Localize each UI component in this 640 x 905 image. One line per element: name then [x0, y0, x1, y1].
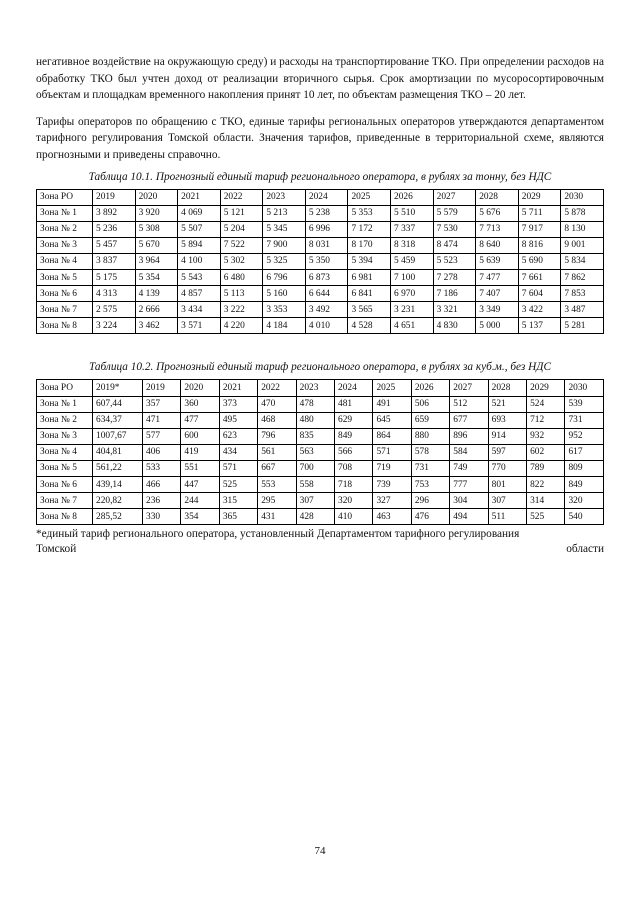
paragraph-expenses: негативное воздействие на окружающую среду) и расходы на транспортирование ТКО. При определении расходов на обработку ТКО был учтен доход от реализации вторичного сырья. Срок амортизации по мусоросортировочным объектам и площадкам временного накопления принят 10 лет, по объектам размещения ТКО – 20 лет.: [36, 56, 604, 102]
value-cell: 3 837: [93, 253, 136, 269]
zone-cell: Зона № 6: [37, 476, 93, 492]
zone-cell: Зона № 4: [37, 253, 93, 269]
value-cell: 7 337: [391, 221, 434, 237]
header-cell: 2019: [143, 380, 181, 396]
header-cell: Зона РО: [37, 380, 93, 396]
value-cell: 5 113: [220, 286, 263, 302]
value-cell: 4 830: [433, 318, 476, 334]
value-cell: 4 220: [220, 318, 263, 334]
value-cell: 477: [181, 412, 219, 428]
value-cell: 634,37: [93, 412, 143, 428]
footnote-word-left: Томской: [36, 543, 77, 556]
value-cell: 5 236: [93, 221, 136, 237]
value-cell: 5 676: [476, 205, 519, 221]
table-row: [37, 428, 604, 444]
table-row: [37, 286, 604, 302]
value-cell: 525: [527, 509, 565, 525]
zone-cell: Зона № 8: [37, 318, 93, 334]
value-cell: 320: [335, 493, 373, 509]
value-cell: 789: [527, 460, 565, 476]
value-cell: 5 345: [263, 221, 306, 237]
value-cell: 5 160: [263, 286, 306, 302]
value-cell: 307: [296, 493, 334, 509]
zone-cell: Зона № 3: [37, 237, 93, 253]
value-cell: 584: [450, 444, 488, 460]
value-cell: 468: [258, 412, 296, 428]
value-cell: 5 137: [518, 318, 561, 334]
value-cell: 5 325: [263, 253, 306, 269]
value-cell: 476: [411, 509, 449, 525]
table-row: [37, 302, 604, 318]
table-row: [37, 318, 604, 334]
value-cell: 3 492: [305, 302, 348, 318]
value-cell: 6 981: [348, 270, 391, 286]
value-cell: 5 507: [178, 221, 221, 237]
value-cell: 434: [219, 444, 257, 460]
value-cell: 2 575: [93, 302, 136, 318]
value-cell: 9 001: [561, 237, 604, 253]
value-cell: 7 853: [561, 286, 604, 302]
value-cell: 896: [450, 428, 488, 444]
value-cell: 5 711: [518, 205, 561, 221]
value-cell: 796: [258, 428, 296, 444]
value-cell: 3 571: [178, 318, 221, 334]
table-row: [37, 493, 604, 509]
value-cell: 5 543: [178, 270, 221, 286]
value-cell: 327: [373, 493, 411, 509]
value-cell: 360: [181, 396, 219, 412]
value-cell: 7 477: [476, 270, 519, 286]
value-cell: 314: [527, 493, 565, 509]
value-cell: 693: [488, 412, 526, 428]
header-cell: 2019: [93, 189, 136, 205]
value-cell: 525: [219, 476, 257, 492]
value-cell: 571: [373, 444, 411, 460]
value-cell: 8 474: [433, 237, 476, 253]
value-cell: 677: [450, 412, 488, 428]
value-cell: 7 522: [220, 237, 263, 253]
value-cell: 5 354: [135, 270, 178, 286]
value-cell: 512: [450, 396, 488, 412]
value-cell: 6 996: [305, 221, 348, 237]
value-cell: 7 862: [561, 270, 604, 286]
value-cell: 330: [143, 509, 181, 525]
value-cell: 849: [335, 428, 373, 444]
value-cell: 777: [450, 476, 488, 492]
value-cell: 932: [527, 428, 565, 444]
value-cell: 770: [488, 460, 526, 476]
table-row: [37, 412, 604, 428]
footnote-word-right: области: [566, 543, 604, 556]
header-cell: 2028: [488, 380, 526, 396]
value-cell: 623: [219, 428, 257, 444]
value-cell: 801: [488, 476, 526, 492]
value-cell: 8 170: [348, 237, 391, 253]
value-cell: 6 796: [263, 270, 306, 286]
table-tariff-per-tonne: [36, 189, 604, 335]
value-cell: 753: [411, 476, 449, 492]
value-cell: 4 184: [263, 318, 306, 334]
header-cell: 2027: [433, 189, 476, 205]
zone-cell: Зона № 5: [37, 460, 93, 476]
value-cell: 5 238: [305, 205, 348, 221]
value-cell: 463: [373, 509, 411, 525]
value-cell: 1007,67: [93, 428, 143, 444]
footnote-line2: [36, 542, 604, 557]
value-cell: 5 690: [518, 253, 561, 269]
header-cell: 2029: [518, 189, 561, 205]
header-cell: 2023: [263, 189, 306, 205]
zone-cell: Зона № 5: [37, 270, 93, 286]
table-header-row: [37, 380, 604, 396]
value-cell: 602: [527, 444, 565, 460]
value-cell: 7 186: [433, 286, 476, 302]
header-cell: 2028: [476, 189, 519, 205]
value-cell: 354: [181, 509, 219, 525]
value-cell: 244: [181, 493, 219, 509]
value-cell: 5 523: [433, 253, 476, 269]
header-cell: 2026: [411, 380, 449, 396]
value-cell: 6 644: [305, 286, 348, 302]
value-cell: 365: [219, 509, 257, 525]
header-cell: 2024: [305, 189, 348, 205]
value-cell: 5 121: [220, 205, 263, 221]
value-cell: 566: [335, 444, 373, 460]
header-cell: Зона РО: [37, 189, 93, 205]
value-cell: 5 000: [476, 318, 519, 334]
table-tariff-per-cubic-meter: [36, 379, 604, 525]
value-cell: 7 661: [518, 270, 561, 286]
value-cell: 466: [143, 476, 181, 492]
header-cell: 2025: [373, 380, 411, 396]
value-cell: 3 434: [178, 302, 221, 318]
value-cell: 3 349: [476, 302, 519, 318]
header-cell: 2022: [258, 380, 296, 396]
value-cell: 4 100: [178, 253, 221, 269]
value-cell: 700: [296, 460, 334, 476]
value-cell: 220,82: [93, 493, 143, 509]
value-cell: 406: [143, 444, 181, 460]
value-cell: 7 172: [348, 221, 391, 237]
zone-cell: Зона № 2: [37, 221, 93, 237]
value-cell: 561: [258, 444, 296, 460]
header-cell: 2022: [220, 189, 263, 205]
value-cell: 5 834: [561, 253, 604, 269]
value-cell: 4 528: [348, 318, 391, 334]
table-row: [37, 476, 604, 492]
value-cell: 495: [219, 412, 257, 428]
table-row: [37, 444, 604, 460]
header-cell: 2021: [219, 380, 257, 396]
value-cell: 524: [527, 396, 565, 412]
value-cell: 4 139: [135, 286, 178, 302]
value-cell: 511: [488, 509, 526, 525]
value-cell: 645: [373, 412, 411, 428]
value-cell: 7 278: [433, 270, 476, 286]
value-cell: 5 670: [135, 237, 178, 253]
value-cell: 5 459: [391, 253, 434, 269]
value-cell: 809: [565, 460, 604, 476]
header-cell: 2026: [391, 189, 434, 205]
value-cell: 5 394: [348, 253, 391, 269]
value-cell: 5 213: [263, 205, 306, 221]
value-cell: 7 100: [391, 270, 434, 286]
value-cell: 494: [450, 509, 488, 525]
value-cell: 5 308: [135, 221, 178, 237]
value-cell: 563: [296, 444, 334, 460]
footnote: [36, 527, 604, 557]
value-cell: 304: [450, 493, 488, 509]
value-cell: 8 130: [561, 221, 604, 237]
value-cell: 410: [335, 509, 373, 525]
header-cell: 2024: [335, 380, 373, 396]
value-cell: 5 350: [305, 253, 348, 269]
value-cell: 5 579: [433, 205, 476, 221]
value-cell: 357: [143, 396, 181, 412]
value-cell: 667: [258, 460, 296, 476]
value-cell: 5 457: [93, 237, 136, 253]
value-cell: 5 204: [220, 221, 263, 237]
value-cell: 607,44: [93, 396, 143, 412]
table-row: [37, 460, 604, 476]
value-cell: 617: [565, 444, 604, 460]
value-cell: 739: [373, 476, 411, 492]
paragraph-tariffs: Тарифы операторов по обращению с ТКО, единые тарифы региональных операторов утверждаются департаментом тарифного регулирования Томской области. Значения тарифов, приведенные в территориальной схеме, являются прогнозными и приведены справочно.: [36, 115, 604, 161]
header-cell: 2023: [296, 380, 334, 396]
value-cell: 3 964: [135, 253, 178, 269]
value-cell: 8 318: [391, 237, 434, 253]
value-cell: 5 353: [348, 205, 391, 221]
value-cell: 708: [335, 460, 373, 476]
value-cell: 8 031: [305, 237, 348, 253]
value-cell: 718: [335, 476, 373, 492]
value-cell: 7 530: [433, 221, 476, 237]
value-cell: 5 639: [476, 253, 519, 269]
value-cell: 7 407: [476, 286, 519, 302]
value-cell: 5 510: [391, 205, 434, 221]
header-cell: 2019*: [93, 380, 143, 396]
value-cell: 8 640: [476, 237, 519, 253]
zone-cell: Зона № 3: [37, 428, 93, 444]
value-cell: 3 565: [348, 302, 391, 318]
value-cell: 539: [565, 396, 604, 412]
page-number: 74: [314, 845, 326, 857]
zone-cell: Зона № 4: [37, 444, 93, 460]
zone-cell: Зона № 2: [37, 412, 93, 428]
value-cell: 3 231: [391, 302, 434, 318]
value-cell: 600: [181, 428, 219, 444]
value-cell: 8 816: [518, 237, 561, 253]
value-cell: 553: [258, 476, 296, 492]
value-cell: 597: [488, 444, 526, 460]
value-cell: 6 480: [220, 270, 263, 286]
table-row: [37, 237, 604, 253]
value-cell: 849: [565, 476, 604, 492]
value-cell: 236: [143, 493, 181, 509]
value-cell: 428: [296, 509, 334, 525]
value-cell: 481: [335, 396, 373, 412]
value-cell: 4 857: [178, 286, 221, 302]
value-cell: 3 224: [93, 318, 136, 334]
table-row: [37, 509, 604, 525]
value-cell: 558: [296, 476, 334, 492]
table-row: [37, 221, 604, 237]
value-cell: 4 313: [93, 286, 136, 302]
header-cell: 2027: [450, 380, 488, 396]
value-cell: 3 892: [93, 205, 136, 221]
value-cell: 2 666: [135, 302, 178, 318]
value-cell: 5 281: [561, 318, 604, 334]
table2-caption: Таблица 10.2. Прогнозный единый тариф регионального оператора, в рублях за куб.м., без НДС: [88, 361, 552, 374]
value-cell: 471: [143, 412, 181, 428]
value-cell: 295: [258, 493, 296, 509]
zone-cell: Зона № 7: [37, 302, 93, 318]
value-cell: 315: [219, 493, 257, 509]
value-cell: 4 651: [391, 318, 434, 334]
header-cell: 2029: [527, 380, 565, 396]
value-cell: 3 422: [518, 302, 561, 318]
table-row: [37, 270, 604, 286]
table-row: [37, 205, 604, 221]
value-cell: 6 873: [305, 270, 348, 286]
value-cell: 3 321: [433, 302, 476, 318]
value-cell: 880: [411, 428, 449, 444]
value-cell: 4 069: [178, 205, 221, 221]
zone-cell: Зона № 1: [37, 205, 93, 221]
zone-cell: Зона № 6: [37, 286, 93, 302]
value-cell: 480: [296, 412, 334, 428]
value-cell: 506: [411, 396, 449, 412]
value-cell: 439,14: [93, 476, 143, 492]
value-cell: 320: [565, 493, 604, 509]
value-cell: 5 302: [220, 253, 263, 269]
document-page: [36, 54, 604, 557]
value-cell: 533: [143, 460, 181, 476]
value-cell: 749: [450, 460, 488, 476]
value-cell: 5 175: [93, 270, 136, 286]
value-cell: 551: [181, 460, 219, 476]
value-cell: 731: [565, 412, 604, 428]
header-cell: 2030: [561, 189, 604, 205]
value-cell: 5 878: [561, 205, 604, 221]
value-cell: 914: [488, 428, 526, 444]
value-cell: 578: [411, 444, 449, 460]
table-row: [37, 396, 604, 412]
table1-caption: Таблица 10.1. Прогнозный единый тариф регионального оператора, в рублях за тонну, без НДС: [88, 170, 552, 183]
value-cell: 521: [488, 396, 526, 412]
header-cell: 2030: [565, 380, 604, 396]
value-cell: 6 970: [391, 286, 434, 302]
value-cell: 822: [527, 476, 565, 492]
zone-cell: Зона № 1: [37, 396, 93, 412]
value-cell: 731: [411, 460, 449, 476]
table-header-row: [37, 189, 604, 205]
value-cell: 419: [181, 444, 219, 460]
header-cell: 2020: [181, 380, 219, 396]
footnote-line1: *единый тариф регионального оператора, установленный Департаментом тарифного регулирования: [36, 528, 520, 541]
header-cell: 2020: [135, 189, 178, 205]
value-cell: 7 900: [263, 237, 306, 253]
value-cell: 561,22: [93, 460, 143, 476]
table-row: [37, 253, 604, 269]
value-cell: 864: [373, 428, 411, 444]
value-cell: 571: [219, 460, 257, 476]
value-cell: 952: [565, 428, 604, 444]
value-cell: 447: [181, 476, 219, 492]
value-cell: 7 604: [518, 286, 561, 302]
value-cell: 3 222: [220, 302, 263, 318]
zone-cell: Зона № 7: [37, 493, 93, 509]
value-cell: 3 487: [561, 302, 604, 318]
value-cell: 470: [258, 396, 296, 412]
header-cell: 2021: [178, 189, 221, 205]
value-cell: 577: [143, 428, 181, 444]
value-cell: 659: [411, 412, 449, 428]
value-cell: 3 920: [135, 205, 178, 221]
value-cell: 296: [411, 493, 449, 509]
value-cell: 7 917: [518, 221, 561, 237]
value-cell: 373: [219, 396, 257, 412]
value-cell: 491: [373, 396, 411, 412]
value-cell: 540: [565, 509, 604, 525]
value-cell: 3 353: [263, 302, 306, 318]
value-cell: 307: [488, 493, 526, 509]
value-cell: 478: [296, 396, 334, 412]
value-cell: 835: [296, 428, 334, 444]
value-cell: 4 010: [305, 318, 348, 334]
value-cell: 6 841: [348, 286, 391, 302]
value-cell: 5 894: [178, 237, 221, 253]
value-cell: 3 462: [135, 318, 178, 334]
value-cell: 629: [335, 412, 373, 428]
header-cell: 2025: [348, 189, 391, 205]
value-cell: 719: [373, 460, 411, 476]
value-cell: 7 713: [476, 221, 519, 237]
value-cell: 712: [527, 412, 565, 428]
zone-cell: Зона № 8: [37, 509, 93, 525]
value-cell: 285,52: [93, 509, 143, 525]
value-cell: 431: [258, 509, 296, 525]
value-cell: 404,81: [93, 444, 143, 460]
